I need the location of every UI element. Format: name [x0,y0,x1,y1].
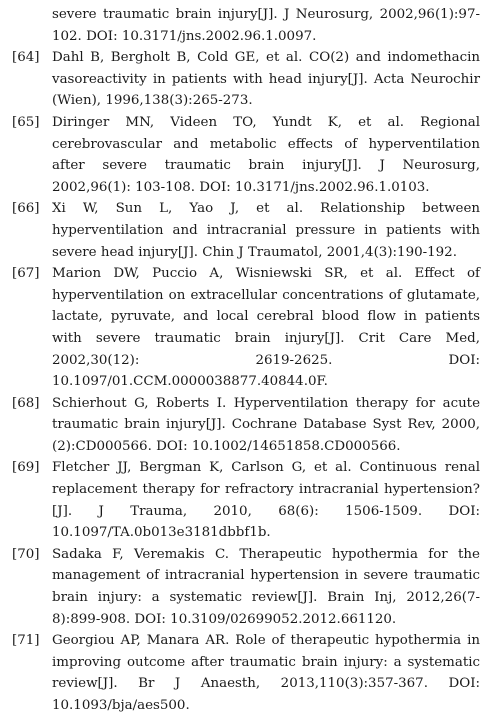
reference-text: Marion DW, Puccio A, Wisniewski SR, et al. Effect of hyperventilation on extracellular concentrations of glutamate, lactate, pyruvate, and local cerebral blood flow in patients with severe traumatic brain injury[J]. Crit Care Med, 2002,30(12): 2619-2625. DOI: 10.1097/01.CCM.0000038877.40844.0F. [52,266,480,390]
reference-number: [71] [12,633,40,649]
reference-text: Schierhout G, Roberts I. Hyperventilation therapy for acute traumatic brain injury[J]. Cochrane Database Syst Rev, 2000, (2):CD000566. DOI: 10.1002/14651858.CD000566. [52,395,480,454]
reference-item-65 [12,112,480,198]
reference-item-70 [12,544,480,630]
reference-list [12,4,480,717]
reference-item-69 [12,457,480,543]
reference-text: Xi W, Sun L, Yao J, et al. Relationship between hyperventilation and intracranial pressure in patients with severe head injury[J]. Chin J Traumatol, 2001,4(3):190-192. [52,201,480,260]
reference-item-68 [12,393,480,458]
reference-number: [67] [12,266,40,282]
reference-number: [69] [12,460,40,476]
reference-item-64 [12,47,480,112]
reference-text: severe traumatic brain injury[J]. J Neurosurg, 2002,96(1):97-102. DOI: 10.3171/jns.2002.96.1.0097. [52,7,480,44]
reference-number: [70] [12,546,40,562]
reference-number: [64] [12,50,40,66]
reference-item-71 [12,630,480,716]
reference-text: Georgiou AP, Manara AR. Role of therapeutic hypothermia in improving outcome after traumatic brain injury: a systematic review[J]. Br J Anaesth, 2013,110(3):357-367. DOI: 10.1093/bja/aes500. [52,633,480,713]
reference-number: [66] [12,201,40,217]
reference-number: [65] [12,114,40,130]
reference-text: Sadaka F, Veremakis C. Therapeutic hypothermia for the management of intracranial hypertension in severe traumatic brain injury: a systematic review[J]. Brain Inj, 2012,26(7-8):899-908. DOI: 10.3109/02699052.2012.661120. [52,546,480,627]
reference-number: [68] [12,395,40,411]
reference-text: Diringer MN, Videen TO, Yundt K, et al. Regional cerebrovascular and metabolic effects of hyperventilation after severe traumatic brain injury[J]. J Neurosurg, 2002,96(1): 103-108. DOI: 10.3171/jns.2002.96.1.0103. [52,114,480,195]
reference-item-67 [12,263,480,393]
reference-text: Fletcher JJ, Bergman K, Carlson G, et al. Continuous renal replacement therapy for refractory intracranial hypertension? [J]. J Trauma, 2010, 68(6): 1506-1509. DOI: 10.1097/TA.0b013e3181dbbf1b. [52,460,480,541]
reference-item-63-continuation [12,4,480,47]
reference-text: Dahl B, Bergholt B, Cold GE, et al. CO(2) and indomethacin vasoreactivity in patients with head injury[J]. Acta Neurochir (Wien), 1996,138(3):265-273. [52,50,480,109]
reference-item-66 [12,198,480,263]
